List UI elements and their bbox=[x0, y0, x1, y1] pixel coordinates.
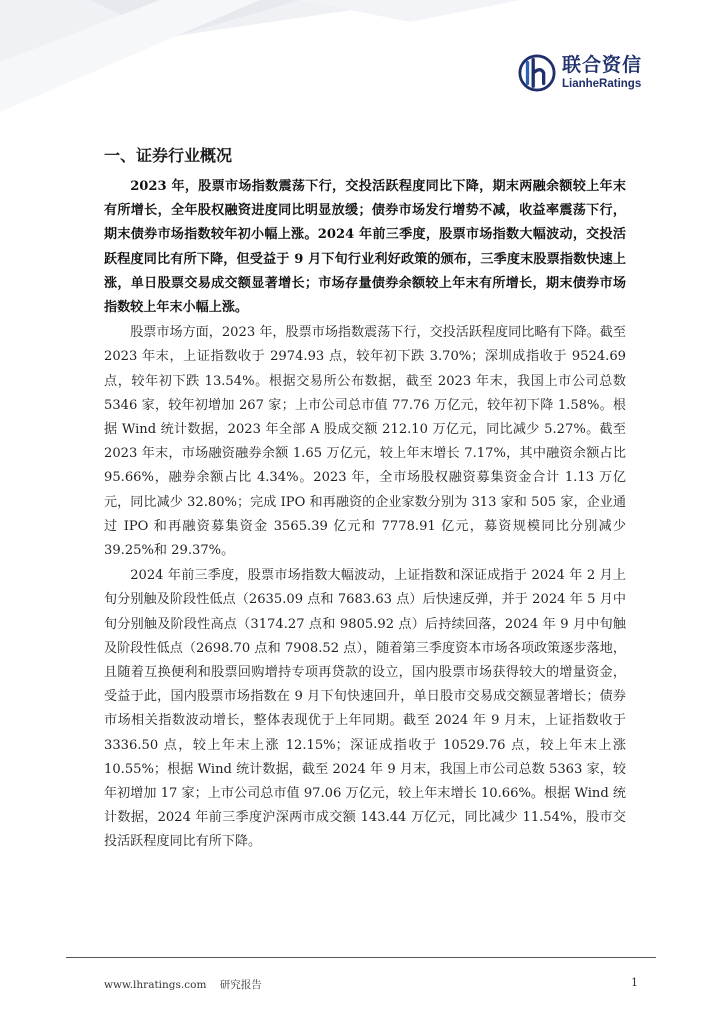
page-number: 1 bbox=[631, 976, 638, 989]
summary-paragraph: 2023 年，股票市场指数震荡下行，交投活跃程度同比下降，期末两融余额较上年末有所增长，全年股权融资进度同比明显放缓；债券市场发行增势不减，收益率震荡下行，期末债券市场指数较年初小幅上涨。2024 年前三季度，股票市场指数大幅波动，交投活跃程度同比有所下降，但受益于 9 月下旬行业利好政策的颁布，三季度末股票指数快速上涨，单日股票交易成交额显著增长；市场存量债券余额较上年末有所增长，期末债券市场指数较上年末小幅上涨。 bbox=[104, 179, 626, 316]
section-title: 一、证券行业概况 bbox=[104, 146, 233, 165]
paragraph-2024: 2024 年前三季度，股票市场指数大幅波动，上证指数和深证成指于 2024 年 2 月上旬分别触及阶段性低点（2635.09 点和 7683.63 点）后快速反弹，并于 2024 年 5 月中旬分别触及阶段性高点（3174.27 点和 9805.92 点）后持续回落，2024 年 9 月中旬触及阶段性低点（2698.70 点和 7908.52 点），随着第三季度资本市场各项政策逐步落地，且随着互换便利和股票回购增持专项再贷款的设立，国内股票市场获得较大的增量资金，受益于此，国内股票市场指数在 9 月下旬快速回升，单日股市交易成交额显著增长；债券市场相关指数波动增长，整体表现优于上年同期。截至 2024 年 9 月末，上证指数收于 3336.50 点，较上年末上涨 12.15%；深证成指收于 10529.76 点，较上年末上涨 10.55%；根据 Wind 统计数据，截至 2024 年 9 月末，我国上市公司总数 5363 家，较年初增加 17 家；上市公司总市值 97.06 万亿元，较上年末增长 10.66%。根据 Wind 统计数据，2024 年前三季度沪深两市成交额 143.44 万亿元，同比减少 11.54%，股市交投活跃程度同比有所下降。 bbox=[104, 568, 626, 850]
paragraph-2023: 股票市场方面，2023 年，股票市场指数震荡下行，交投活跃程度同比略有下降。截至 2023 年末，上证指数收于 2974.93 点，较年初下跌 3.70%；深圳成指收于 9524.69 点，较年初下跌 13.54%。根据交易所公布数据，截至 2023 年末，我国上市公司总数 5346 家，较年初增加 267 家；上市公司总市值 77.76 万亿元，较年初下降 1.58%。根据 Wind 统计数据，2023 年全部 A 股成交额 212.10 万亿元，同比减少 5.27%。截至 2023 年末，市场融资融券余额 1.65 万亿元，较上年末增长 7.17%，其中融资余额占比 95.66%，融券余额占比 4.34%。2023 年，全市场股权融资募集资金合计 1.13 万亿元，同比减少 32.80%；完成 IPO 和再融资的企业家数分别为 313 家和 505 家，企业通过 IPO 和再融资募集资金 3565.39 亿元和 7778.91 亿元，募资规模同比分别减少 39.25%和 29.37%。 bbox=[104, 325, 626, 559]
document-body bbox=[104, 175, 626, 855]
lianhe-logo-icon bbox=[518, 54, 556, 92]
logo-chinese-name: 联合资信 bbox=[561, 53, 642, 76]
footer-info bbox=[104, 977, 262, 992]
footer-doc-type: 研究报告 bbox=[219, 979, 262, 991]
brand-logo bbox=[518, 54, 642, 92]
footer-website: www.lhratings.com bbox=[104, 979, 207, 991]
logo-english-name: LianheRatings bbox=[561, 77, 642, 90]
footer-divider bbox=[66, 957, 656, 958]
